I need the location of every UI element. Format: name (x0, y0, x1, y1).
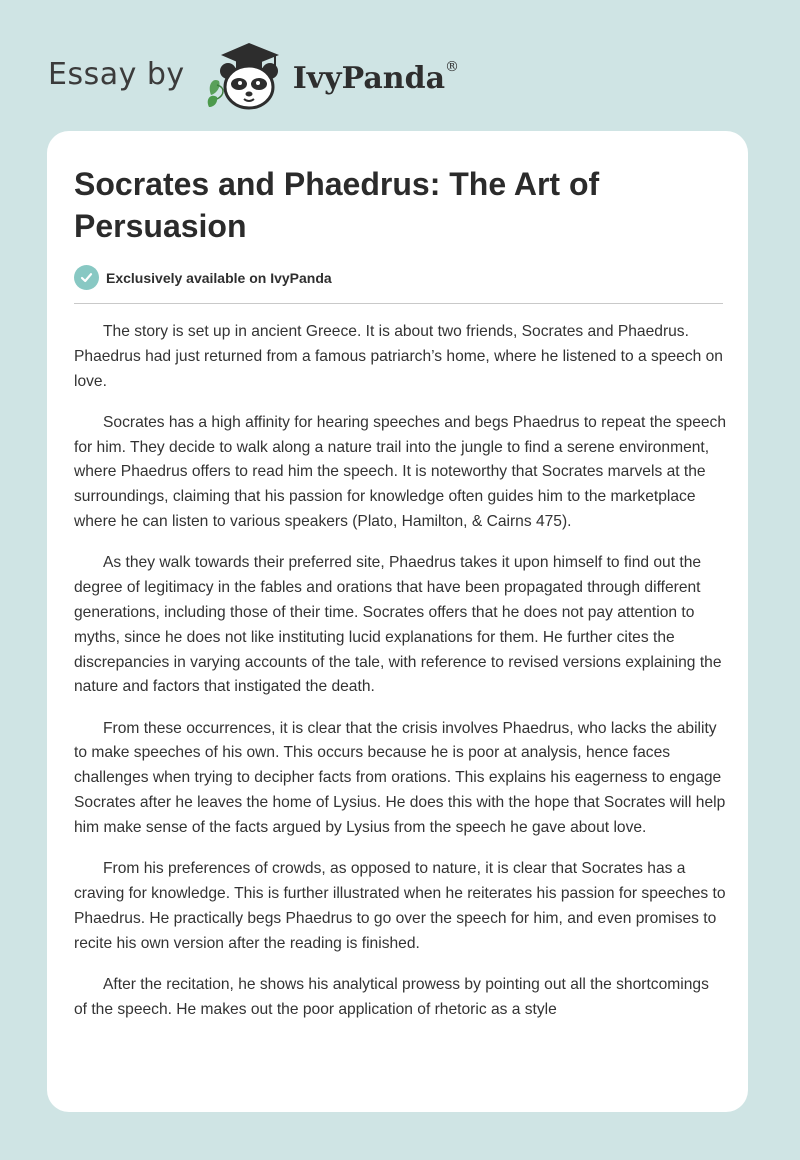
exclusive-badge (74, 265, 332, 290)
essay-by-label: Essay by (48, 56, 185, 92)
site-header (48, 34, 459, 114)
check-circle-icon (74, 265, 99, 290)
paragraph: After the recitation, he shows his analytical prowess by pointing out all the shortcomings of the speech. He makes out the poor application of rhetoric as a style (74, 975, 709, 1018)
paragraph: Socrates has a high affinity for hearing speeches and begs Phaedrus to repeat the speech for him. They decide to walk along a nature trail into the jungle to find a serene environment, where Phaedrus offers to read him the speech. It is noteworthy that Socrates marvels at the surroundings, claiming that his passion for knowledge often guides him to the marketplace where he can listen to various speakers (Plato, Hamilton, & Cairns 475). (74, 413, 727, 531)
paragraph: As they walk towards their preferred site, Phaedrus takes it upon himself to find out the degree of legitimacy in the fables and orations that have been propagated through different generations, including those of their time. Socrates offers that he does not pay attention to myths, since he does not like instituting lucid explanations for them. He further cites the discrepancies in varying accounts of the tale, with reference to revised versions explaining the nature and factors that instigated the death. (74, 554, 722, 696)
paragraph: From these occurrences, it is clear that the crisis involves Phaedrus, who lacks the ability to make speeches of his own. This occurs because he is poor at analysis, hence faces challenges when trying to decipher facts from orations. This explains his eagerness to engage Socrates after he leaves the home of Lysius. He does this with the hope that Socrates will help him make sense of the facts argued by Lysius from the speech he gave about love. (74, 719, 726, 836)
exclusive-label: Exclusively available on IvyPanda (106, 269, 332, 286)
paragraph: The story is set up in ancient Greece. It is about two friends, Socrates and Phaedrus. Phaedrus had just returned from a famous patriarch’s home, where he listened to a speech on love. (74, 323, 723, 390)
divider (74, 303, 723, 304)
essay-body (74, 320, 726, 1039)
page-title: Socrates and Phaedrus: The Art of Persuasion (74, 166, 600, 244)
registered-mark: ® (445, 58, 460, 75)
paragraph: From his preferences of crowds, as opposed to nature, it is clear that Socrates has a craving for knowledge. This is further illustrated when he reiterates his passion for speeches to Phaedrus. He practically begs Phaedrus to go over the speech for him, and even promises to recite his own version after the reading is finished. (74, 860, 726, 952)
essay-card (47, 131, 748, 1112)
brand-name[interactable]: IvyPanda® (292, 58, 460, 96)
panda-graduate-logo-icon[interactable] (199, 37, 291, 111)
